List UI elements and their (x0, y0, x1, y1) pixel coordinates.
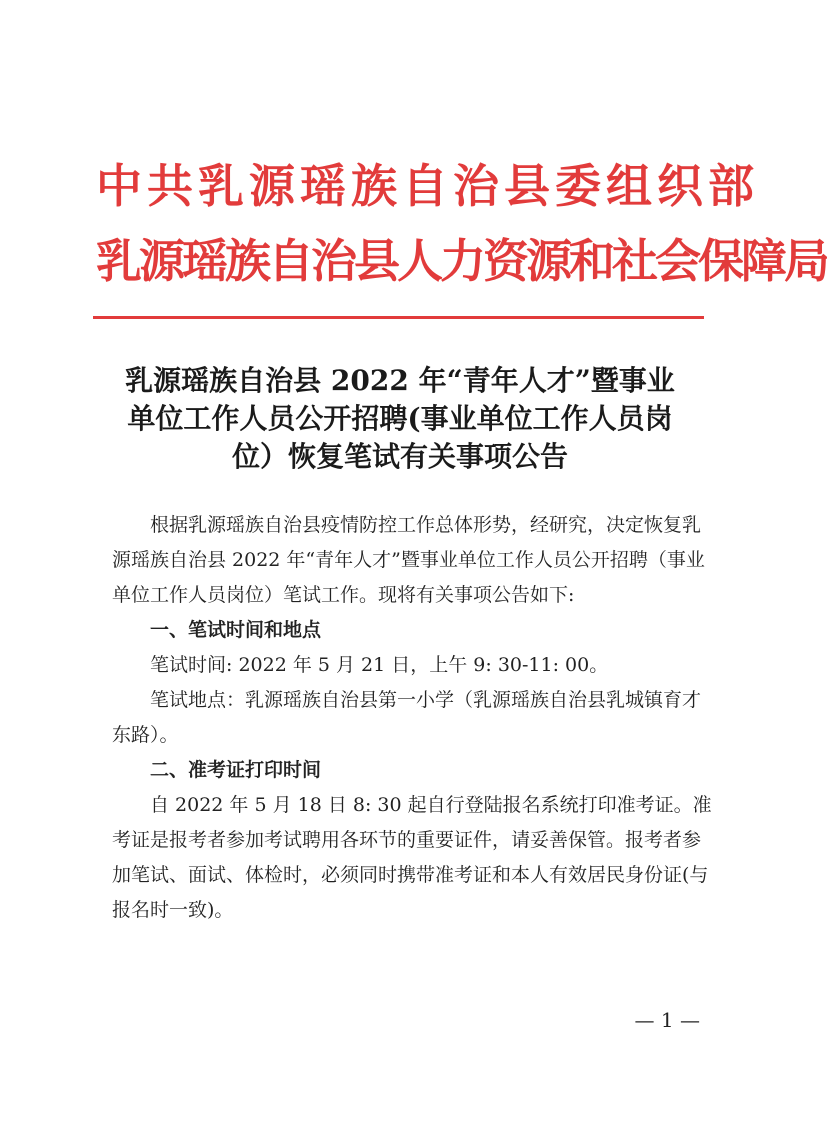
section-heading: 二、准考证打印时间 (150, 759, 322, 781)
notice-body (112, 508, 712, 928)
intro-paragraph: 根据乳源瑶族自治县疫情防控工作总体形势，经研究，决定恢复乳源瑶族自治县 2022 年“青年人才”暨事业单位工作人员公开招聘（事业单位工作人员岗位）笔试工作。现将有关事项公告如下: (112, 514, 705, 606)
admission-ticket-paragraph: 自 2022 年 5 月 18 日 8: 30 起自行登陆报名系统打印准考证。准考证是报考者参加考试聘用各环节的重要证件，请妥善保管。报考者参加笔试、面试、体检时，必须同时携带准考证和本人有效居民身份证(与报名时一致)。 (112, 794, 712, 921)
section-heading: 一、笔试时间和地点 (150, 619, 322, 641)
issuer-line-2: 乳源瑶族自治县人力资源和社会保障局 (96, 234, 827, 288)
issuer-line-1: 中共乳源瑶族自治县委组织部 (96, 159, 759, 213)
notice-title (100, 362, 700, 476)
title-line: 位）恢复笔试有关事项公告 (231, 440, 568, 473)
title-line: 单位工作人员公开招聘(事业单位工作人员岗 (127, 402, 673, 435)
title-line: 乳源瑶族自治县 2022 年“青年人才”暨事业 (125, 364, 675, 397)
exam-location: 笔试地点：乳源瑶族自治县第一小学（乳源瑶族自治县乳城镇育才东路）。 (112, 689, 702, 746)
exam-time: 笔试时间: 2022 年 5 月 21 日，上午 9: 30-11: 00。 (150, 654, 609, 676)
page-number: — 1 — (634, 1008, 700, 1032)
red-divider (93, 316, 704, 319)
